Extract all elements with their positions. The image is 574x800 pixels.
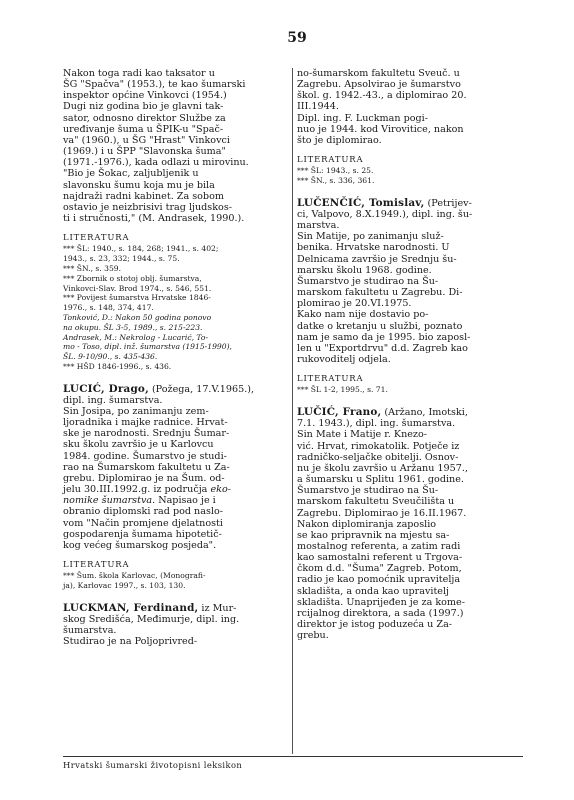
entry-body-text: Dipl. ing. F. Luckman pogi- nuo je 1944. kod Virovitice, nakon što je diplomirao. bbox=[297, 112, 464, 146]
literature-item: *** Šum. škola Karlovac, (Monografi- ja), Karlovac 1997., s. 103, 130. bbox=[63, 571, 206, 590]
literature-item: *** ŠL: 1943., s. 25. bbox=[297, 166, 374, 176]
entry-heading-lucic-drago bbox=[63, 384, 289, 406]
entry-body-lucic-drago bbox=[63, 406, 289, 551]
entry-details: (Petrijev- ci, Valpovo, 8.X.1949.), dipl. ing. šu- marstva. bbox=[297, 197, 473, 232]
column-divider bbox=[292, 68, 293, 754]
entry-body-lucencic: Sin Matije, po zanimanju služ- benika. Hrvatske narodnosti. U Delnicama završio je Srednju šu- marsku školu 1968. godine. Šumarstvo je studirao na Šu- marskom fakultetu u Zagrebu. Di- plomirao je 20.VI.1975. Kako nam nije dostavio po- datke o kretanju u službi, poznato nam je samo da je 1995. bio zaposl- len u "Exportdrvu" d.d. Zagreb kao rukovoditelj odjela. bbox=[297, 231, 471, 366]
entry-name: LUCIĆ, Drago, bbox=[63, 382, 149, 395]
entry-details: iz Mur- skog Središća, Međimurje, dipl. ing. šumarstva. bbox=[63, 602, 240, 637]
entry-body-italic: eko- nomike šumarstva bbox=[63, 484, 231, 507]
literature-item: *** ŠN., s. 336, 361. bbox=[297, 176, 375, 186]
literature-item: *** HŠD 1846-1996., s. 436. bbox=[63, 361, 172, 371]
literature-list bbox=[63, 244, 289, 371]
literature-item: *** Zbornik o stotoj oblj. šumarstva, Vinkovci-Slav. Brod 1974., s. 546, 551. bbox=[63, 273, 212, 293]
entry-heading-lucencic bbox=[297, 198, 523, 231]
literature-item: Andrasek, M.: Nekrolog - Lucarić, To- mo - Toso, dipl. inž. šumarstva (1915-1990), ŠL. 9-10/90., s. 435-436. bbox=[63, 332, 232, 362]
entry-name: LUČIĆ, Frano, bbox=[297, 406, 382, 419]
left-column bbox=[63, 68, 289, 647]
entry-name: LUCKMAN, Ferdinand, bbox=[63, 601, 199, 614]
entry-body-luckman: Studirao je na Poljoprivred- bbox=[63, 636, 198, 648]
literature-item: *** ŠL 1-2, 1995., s. 71. bbox=[297, 385, 388, 395]
footer-title: Hrvatski šumarski životopisni leksikon bbox=[63, 760, 243, 770]
literature-item: *** ŠL: 1940., s. 184, 268; 1941., s. 402; 1943., s. 23, 332; 1944., s. 75. bbox=[63, 244, 219, 264]
entry-name: LUČENČIĆ, Tomislav, bbox=[297, 196, 425, 209]
right-column bbox=[297, 68, 523, 641]
literature-heading: LITERATURA bbox=[63, 559, 130, 570]
entry-heading-lucic-frano bbox=[297, 407, 523, 429]
literature-heading: LITERATURA bbox=[297, 154, 364, 165]
literature-heading: LITERATURA bbox=[63, 232, 130, 243]
footer-rule bbox=[63, 756, 523, 757]
literature-item: *** Povijest šumarstva Hrvatske 1846- 1976., s. 148, 374, 417. bbox=[63, 293, 211, 313]
entry-continuation-text: no-šumarskom fakultetu Sveuč. u Zagrebu. Apsolvirao je šumarstvo škol. g. 1942.-43., a diplomirao 20. III.1944. bbox=[297, 68, 467, 113]
literature-item: Tonković, D.: Nakon 50 godina ponovo na okupu. ŠL 3-5, 1989., s. 215-223. bbox=[63, 312, 212, 332]
literature-item: *** ŠN., s. 359. bbox=[63, 263, 122, 273]
entry-details: (Požega, 17.V.1965.), dipl. ing. šumarstva. bbox=[63, 383, 255, 406]
entry-details: (Aržano, Imotski, 7.1. 1943.), dipl. ing. šumarstva. bbox=[297, 407, 468, 430]
entry-heading-luckman bbox=[63, 603, 289, 636]
entry-body-lucic-frano: Sin Mate i Matije r. Knezo- vić. Hrvat, rimokatolik. Potječe iz radničko-seljačke obitelji. Osnov- nu je školu završio u Aržanu 1957., a šumarsku u Splitu 1961. godine. Šumarstvo je studirao na Šu- marskom fakultetu Sveučilišta u Zagrebu. Diplomirao je 16.II.1967. Nakon diplomiranja zaposlio se kao pripravnik na mjestu sa- mostalnog referenta, a zatim radi kao samostalni referent u Trgova- čkom d.d. "Šuma" Zagreb. Potom, radio je kao pomoćnik upravitelja skladišta, a onda kao upravitelj skladišta. Unaprijeđen je za kome- rcijalnog direktora, a sada (1997.) direktor je istog poduzeća u Za- grebu. bbox=[297, 429, 468, 642]
entry-body-text: Sin Josipa, po zanimanju zem- ljoradnika i majke radnice. Hrvat- ske je narodnosti. Srednju Šumar- sku školu završio je u Karlovcu 1984. godine. Šumarstvo je studi- rao na Šumarskom fakultetu u Za- grebu. Diplomirao je na Šum. od- jelu 30.III.1992.g. iz područja bbox=[63, 406, 230, 496]
page-number: 59 bbox=[287, 30, 307, 46]
literature-heading: LITERATURA bbox=[297, 373, 364, 384]
entry-continuation-text: Nakon toga radi kao taksator u ŠG "Spačva" (1953.), te kao šumarski inspektor općine Vinkovci (1954.) Dugi niz godina bio je glavni tak- sator, odnosno direktor Službe za uređivanje šuma u ŠPIK-u "Spač- va" (1960.), u ŠG "Hrast" Vinkovci (1969.) i u ŠPP "Slavonska šuma" (1971.-1976.), kada odlazi u mirovinu. "Bio je Šokac, zaljubljenik u slavonsku šumu koja mu je bila najdraži radni kabinet. Za sobom ostavio je neizbrisivi trag ljudskos- ti i stručnosti," (M. Andrasek, 1990.). bbox=[63, 68, 249, 225]
entry-body-text: . Napisao je i obranio diplomski rad pod naslo- vom "Način promjene djelatnosti gospodarenja šumama hipotetič- kog većeg šumarskog posjeda". bbox=[63, 495, 223, 551]
